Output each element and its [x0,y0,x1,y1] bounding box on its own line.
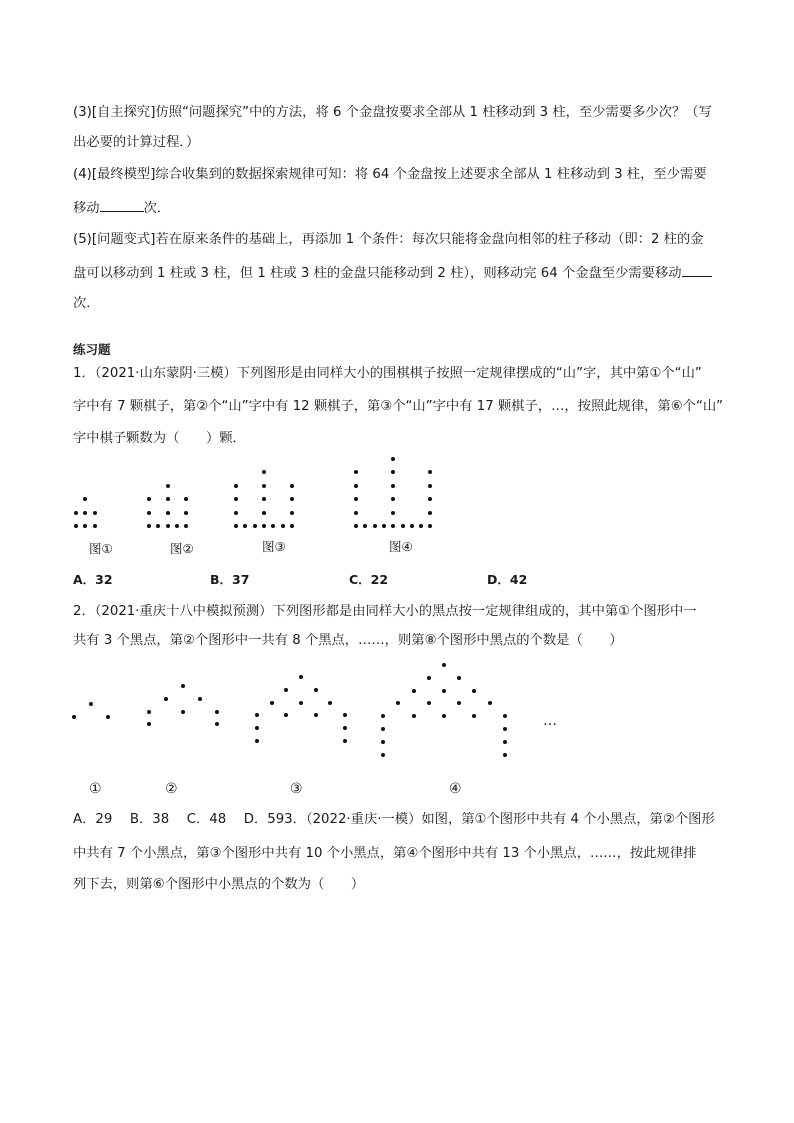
q1-stone [391,511,395,515]
q1-stone [271,524,275,528]
q1-stone [74,511,78,515]
q1-stone [290,497,294,501]
q1-stone [93,524,97,528]
q2-dot [442,714,446,718]
q1-stone [184,497,188,501]
q2-line-2: 共有 3 个黑点，第②个图形中一共有 8 个黑点，……，则第⑧个图形中黑点的个数是（ ） [73,633,623,648]
q2-dot [215,710,219,714]
q1-line-1: 1．（2021·山东蒙阴·三模）下列图形是由同样大小的围棋棋子按照一定规律摆成的“山”字，其中第①个“山” [73,366,702,381]
q1-stone [147,511,151,515]
q2-dot [442,663,446,667]
q2-dot [457,676,461,680]
q1-stone [290,511,294,515]
problem-3-line-2: 出必要的计算过程．） [73,135,200,150]
q1-stone [354,511,358,515]
q1-stone [262,470,266,474]
q1-stone [147,497,151,501]
q1-line-2: 字中有 7 颗棋子，第②个“山”字中有 12 颗棋子，第③个“山”字中有 17 颗棋子，…，按照此规律，第⑥个“山” [73,399,724,414]
q2-dot [147,710,151,714]
q2-dot [503,753,507,757]
problem-5-line-2 [73,263,712,283]
q1-stone [354,524,358,528]
q2-dot [198,697,202,701]
q1-stone [290,524,294,528]
q2-dot [412,714,416,718]
q3-line-2: 中共有 7 个小黑点，第③个图形中共有 10 个小黑点，第④个图形中共有 13 个小黑点，……，按此规律排 [73,846,697,861]
q1-stone [93,511,97,515]
q1-stone [419,524,423,528]
q2-dot [381,727,385,731]
q2-line-1: 2．（2021·重庆十八中模拟预测）下列图形都是由同样大小的黑点按一定规律组成的，其中第①个图形中一 [73,604,697,619]
q2-dot [72,715,76,719]
q1-option-d: D．42 [487,572,528,587]
q1-stone [290,484,294,488]
q2-dot [164,697,168,701]
q1-stone [262,511,266,515]
q2-dot [328,701,332,705]
q1-stone [354,470,358,474]
q2-dot [270,701,274,705]
q1-stone [363,524,367,528]
q1-option-a: A．32 [73,572,113,587]
q2-dot [284,713,288,717]
q2-dot [181,710,185,714]
q2-dot [314,688,318,692]
q2-dot [472,714,476,718]
q1-stone [373,524,377,528]
q1-stone [147,524,151,528]
q1-stone [166,484,170,488]
q1-stone [410,524,414,528]
section-title: 练习题 [73,342,111,357]
problem-3-line-1: (3)[自主探究]仿照“问题探究”中的方法，将 6 个金盘按要求全部从 1 柱移动到 3 柱，至少需要多少次？（写 [73,105,712,120]
q2-dot [503,714,507,718]
q1-stone [262,484,266,488]
q1-stone [391,524,395,528]
q1-stone [262,524,266,528]
q2-dot [381,740,385,744]
q2-dot [412,689,416,693]
answer-blank [682,263,712,277]
q2-dot [503,727,507,731]
q1-stone [184,511,188,515]
q1-stone [234,484,238,488]
q1-stone [184,524,188,528]
q1-stone [391,470,395,474]
q2-dot [488,701,492,705]
q1-stone [428,511,432,515]
q1-stone [166,524,170,528]
q1-stone [354,484,358,488]
q2-dot [255,713,259,717]
q1-stone [391,497,395,501]
q2-dot [381,714,385,718]
q2-caption-4: ④ [449,781,462,797]
q1-stone [262,497,266,501]
q3-line-3: 列下去，则第⑥个图形中小黑点的个数为（ ） [73,877,365,892]
answer-blank [100,198,144,212]
q2-dot [427,676,431,680]
q1-caption-4: 图④ [389,539,413,554]
problem-5-text: 盘可以移动到 1 柱或 3 柱，但 1 柱或 3 柱的金盘只能移动到 2 柱），则移动完 64 个金盘至少需要移动 [73,266,682,281]
q1-stone [391,484,395,488]
q3-line-1: A．29 B．38 C．48 D．593．（2022·重庆·一模）如图，第①个图形中共有 4 个小黑点，第②个图形 [73,812,715,827]
q1-stone [253,524,257,528]
problem-4-line-2 [73,198,170,218]
q2-dot [215,722,219,726]
q1-stone [234,511,238,515]
q2-caption-1: ① [89,781,102,797]
q1-stone [166,497,170,501]
problem-4-text-a: 移动 [73,201,100,216]
q2-dot [442,689,446,693]
q2-dot [396,701,400,705]
q1-option-b: B．37 [210,572,250,587]
q1-stone [243,524,247,528]
q1-stone [83,497,87,501]
q1-stone [83,524,87,528]
q1-stone [428,484,432,488]
q2-dot [343,726,347,730]
q1-stone [428,470,432,474]
problem-4-line-1: (4)[最终模型]综合收集到的数据探索规律可知：将 64 个金盘按上述要求全部从 1 柱移动到 3 柱，至少需要 [73,167,707,182]
problem-5-line-1: (5)[问题变式]若在原来条件的基础上，再添加 1 个条件：每次只能将金盘向相邻的柱子移动（即：2 柱的金 [73,232,704,247]
q2-dot [299,701,303,705]
q1-stone [175,524,179,528]
q1-stone [281,524,285,528]
problem-5-line-3: 次． [73,296,100,311]
q2-dot [255,739,259,743]
q2-dot [427,701,431,705]
q1-caption-2: 图② [170,541,194,556]
q2-dot [181,684,185,688]
q2-dot [147,722,151,726]
q1-stone [234,524,238,528]
q2-dot [314,713,318,717]
q2-dot [457,701,461,705]
q1-stone [354,497,358,501]
q2-ellipsis: … [543,713,557,729]
q1-stone [401,524,405,528]
q2-dot [299,675,303,679]
q1-stone [83,511,87,515]
q1-stone [382,524,386,528]
q1-stone [428,497,432,501]
q1-line-3: 字中棋子颗数为（ ）颗． [73,431,246,446]
q1-caption-1: 图① [89,541,113,556]
q2-dot [381,753,385,757]
q2-dot [284,688,288,692]
q1-caption-3: 图③ [262,539,286,554]
q2-dot [503,740,507,744]
q1-stone [156,524,160,528]
q1-stone [74,524,78,528]
q2-caption-2: ② [165,781,178,797]
q2-dot [106,715,110,719]
q1-stone [234,497,238,501]
q2-dot [89,702,93,706]
q1-option-c: C．22 [349,572,389,587]
q1-stone [391,457,395,461]
q1-stone [166,511,170,515]
q2-dot [472,689,476,693]
q1-stone [428,524,432,528]
q2-dot [255,726,259,730]
q2-dot [343,713,347,717]
q2-dot [343,739,347,743]
q2-caption-3: ③ [290,781,303,797]
problem-4-text-b: 次． [143,201,171,216]
